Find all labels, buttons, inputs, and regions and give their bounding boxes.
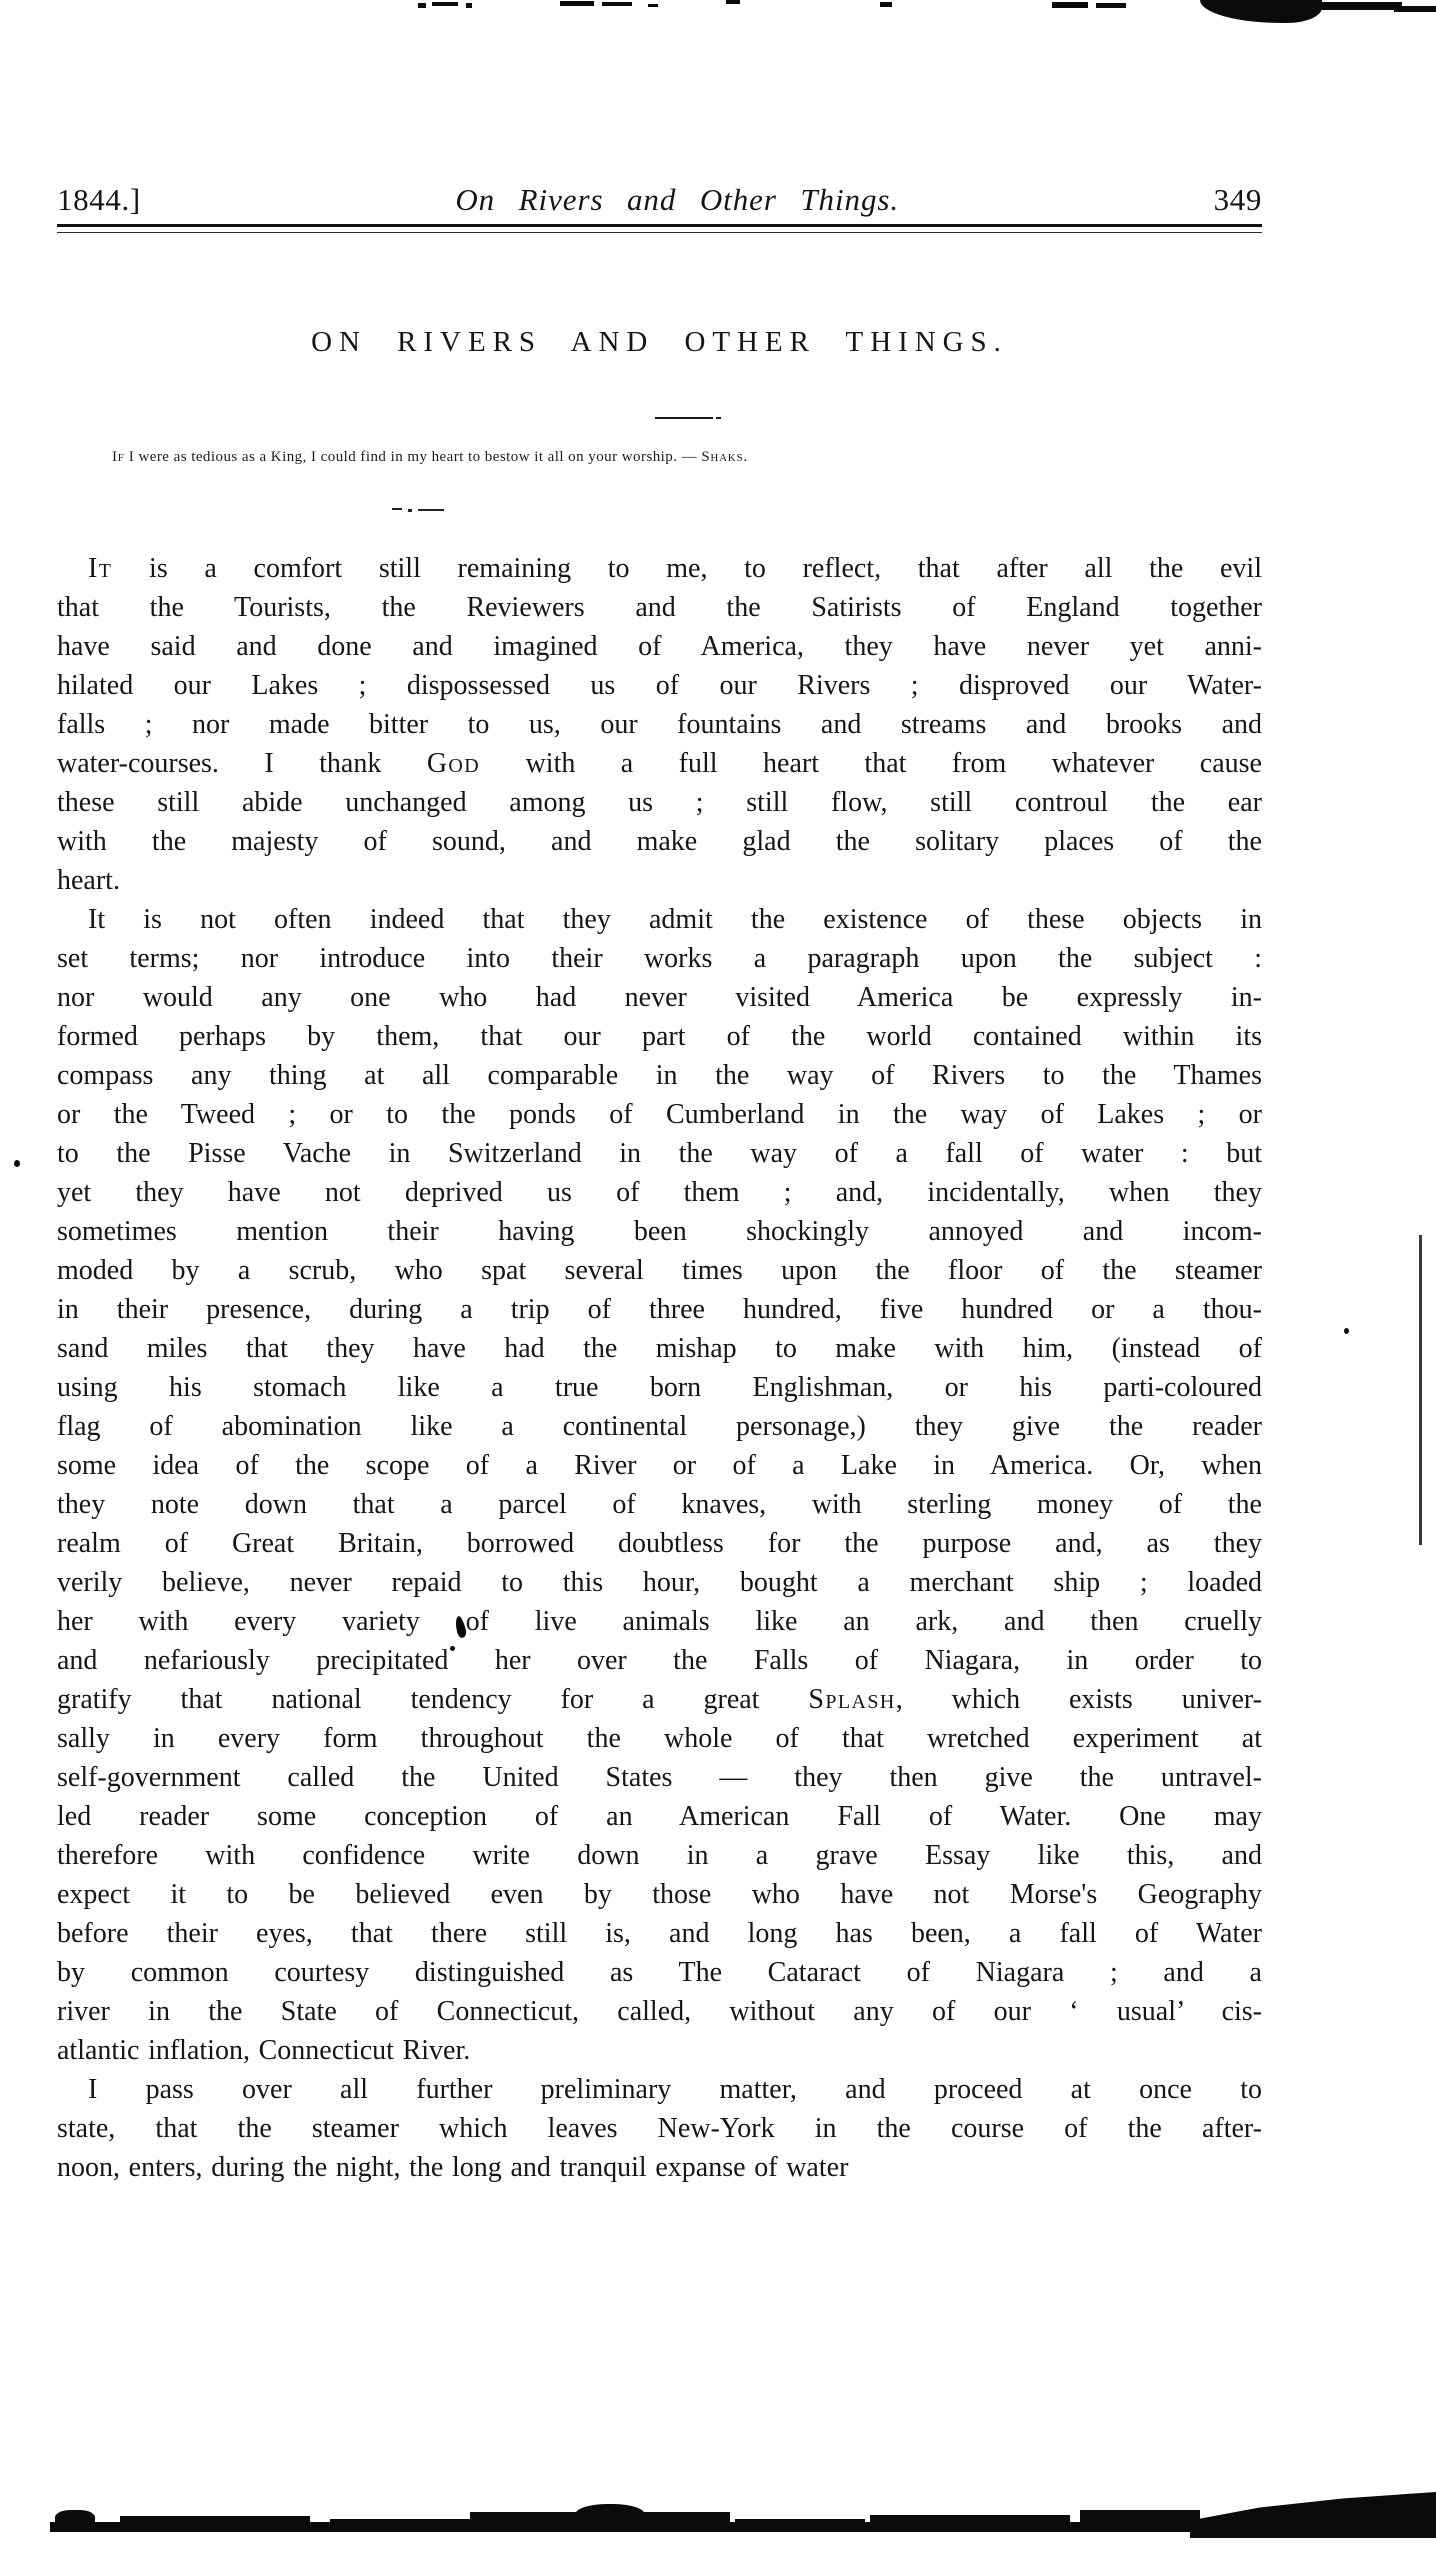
text-line: these still abide unchanged among us ; still flow, still controul the ear <box>57 787 1262 818</box>
text-line: sometimes mention their having been shockingly annoyed and incom- <box>57 1216 1262 1247</box>
article-body <box>57 549 1262 2187</box>
text-line: compass any thing at all comparable in the way of Rivers to the Thames <box>57 1060 1262 1091</box>
text-line: gratify that national tendency for a great Splash, which exists univer- <box>57 1684 1262 1715</box>
text-line: formed perhaps by them, that our part of the world contained within its <box>57 1021 1262 1052</box>
title-divider-rule <box>655 417 713 419</box>
text-line: sally in every form throughout the whole of that wretched experiment at <box>57 1723 1262 1754</box>
text-line: water-courses. I thank God with a full heart that from whatever cause <box>57 748 1262 779</box>
header-page-number: 349 <box>1213 182 1262 217</box>
text-line: hilated our Lakes ; dispossessed us of our Rivers ; disproved our Water- <box>57 670 1262 701</box>
text-line: in their presence, during a trip of three hundred, five hundred or a thou- <box>57 1294 1262 1325</box>
text-line: yet they have not deprived us of them ; and, incidentally, when they <box>57 1177 1262 1208</box>
scan-artifact <box>1344 1328 1349 1334</box>
text-line: atlantic inflation, Connecticut River. <box>57 2035 471 2066</box>
text-line: river in the State of Connecticut, called, without any of our ‘ usual’ cis- <box>57 1996 1262 2027</box>
text-line: by common courtesy distinguished as The Cataract of Niagara ; and a <box>57 1957 1262 1988</box>
article-title: ON RIVERS AND OTHER THINGS. <box>311 326 1008 358</box>
text-line: her with every variety of live animals like an ark, and then cruelly <box>57 1606 1262 1637</box>
text-line: self-government called the United States — they then give the untravel- <box>57 1762 1262 1793</box>
text-line: therefore with confidence write down in a grave Essay like this, and <box>57 1840 1262 1871</box>
text-line: using his stomach like a true born Englishman, or his parti-coloured <box>57 1372 1262 1403</box>
text-line: sand miles that they have had the mishap to make with him, (instead of <box>57 1333 1262 1364</box>
ornament-dashes <box>392 500 462 508</box>
scan-artifact <box>1312 2 1402 10</box>
header-rule <box>57 224 1262 227</box>
scan-artifact <box>1419 1235 1422 1545</box>
text-line: falls ; nor made bitter to us, our fountains and streams and brooks and <box>57 709 1262 740</box>
text-line: It is a comfort still remaining to me, to reflect, that after all the evil <box>88 553 1262 584</box>
text-line: moded by a scrub, who spat several times upon the floor of the steamer <box>57 1255 1262 1286</box>
text-line: they note down that a parcel of knaves, with sterling money of the <box>57 1489 1262 1520</box>
text-line: set terms; nor introduce into their works a paragraph upon the subject : <box>57 943 1262 974</box>
scan-artifact <box>1394 6 1436 12</box>
text-line: and nefariously precipitated her over the Falls of Niagara, in order to <box>57 1645 1262 1676</box>
text-line: flag of abomination like a continental personage,) they give the reader <box>57 1411 1262 1442</box>
page-header <box>57 183 1262 217</box>
text-line: some idea of the scope of a River or of a Lake in America. Or, when <box>57 1450 1262 1481</box>
text-line: heart. <box>57 865 120 896</box>
header-year: 1844.] <box>57 182 141 217</box>
text-line: led reader some conception of an American Fall of Water. One may <box>57 1801 1262 1832</box>
text-line: with the majesty of sound, and make glad the solitary places of the <box>57 826 1262 857</box>
text-line: realm of Great Britain, borrowed doubtless for the purpose and, as they <box>57 1528 1262 1559</box>
text-line: nor would any one who had never visited America be expressly in- <box>57 982 1262 1013</box>
text-line: that the Tourists, the Reviewers and the Satirists of England together <box>57 592 1262 623</box>
text-line: I pass over all further preliminary matter, and proceed at once to <box>88 2074 1262 2105</box>
text-line: state, that the steamer which leaves New-York in the course of the after- <box>57 2113 1262 2144</box>
header-running-title: On Rivers and Other Things. <box>455 182 900 217</box>
text-line: noon, enters, during the night, the long and tranquil expanse of water <box>57 2152 849 2183</box>
text-line: to the Pisse Vache in Switzerland in the way of a fall of water : but <box>57 1138 1262 1169</box>
epigraph: If I were as tedious as a King, I could find in my heart to bestow it all on your worship. — Shaks. <box>112 449 748 465</box>
text-line: expect it to be believed even by those who have not Morse's Geography <box>57 1879 1262 1910</box>
text-line: before their eyes, that there still is, and long has been, a fall of Water <box>57 1918 1262 1949</box>
text-column <box>57 0 1262 2550</box>
scan-artifact <box>14 1160 20 1167</box>
text-line: or the Tweed ; or to the ponds of Cumberland in the way of Lakes ; or <box>57 1099 1262 1130</box>
text-line: have said and done and imagined of America, they have never yet anni- <box>57 631 1262 662</box>
header-rule-secondary <box>57 232 1262 233</box>
text-line: It is not often indeed that they admit the existence of these objects in <box>88 904 1262 935</box>
text-line: verily believe, never repaid to this hour, bought a merchant ship ; loaded <box>57 1567 1262 1598</box>
